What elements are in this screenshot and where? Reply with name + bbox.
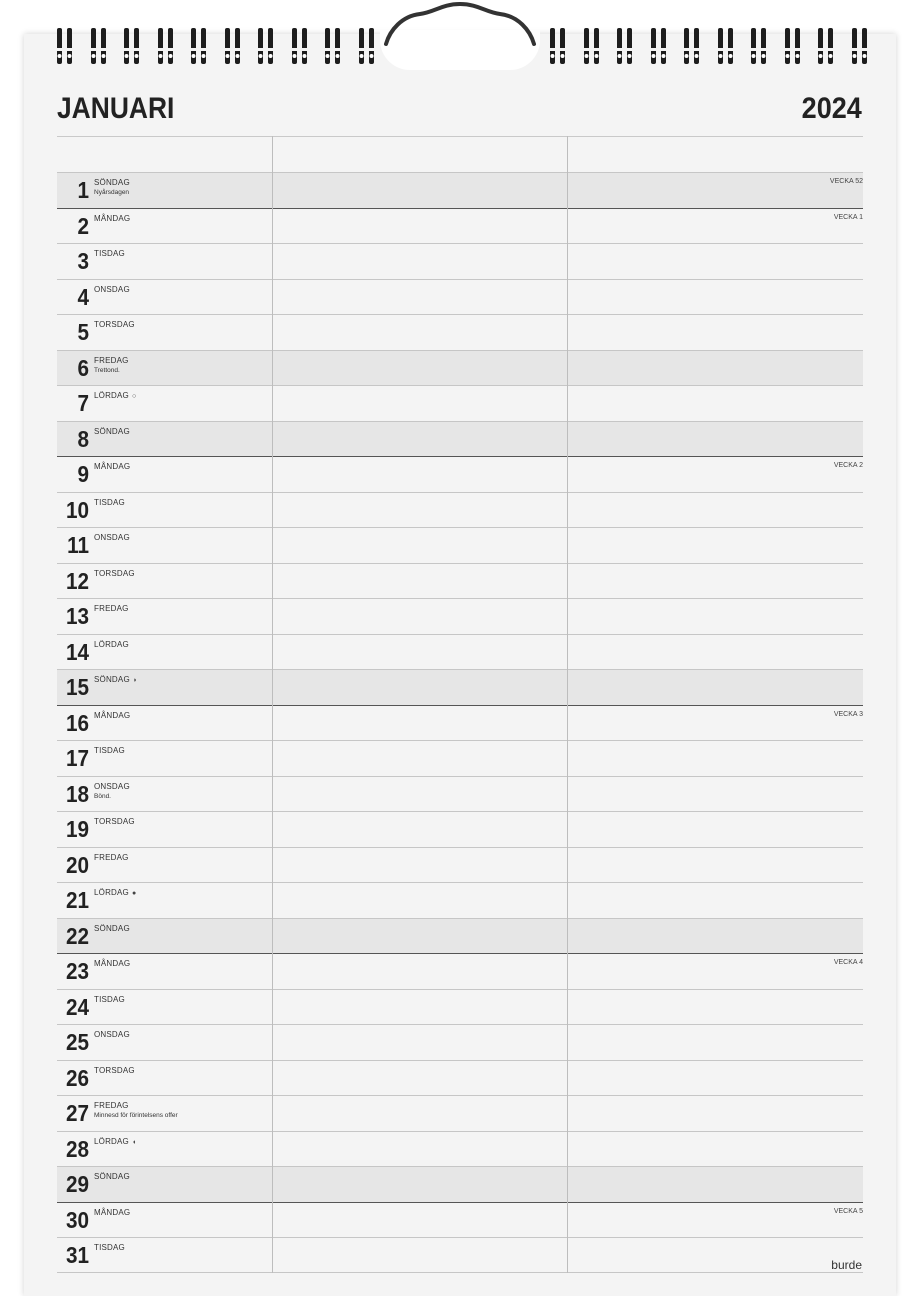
day-number: 6 xyxy=(77,354,89,381)
day-row[interactable] xyxy=(57,776,863,812)
day-name xyxy=(94,959,130,968)
day-name xyxy=(94,1172,130,1181)
day-row[interactable] xyxy=(57,421,863,457)
day-name-label: MÅNDAG xyxy=(94,1207,131,1217)
day-number: 12 xyxy=(65,567,89,594)
day-row[interactable] xyxy=(57,882,863,918)
day-name-label: FREDAG xyxy=(94,355,129,365)
day-name xyxy=(94,640,129,649)
holiday-note: Minnesd för förintelsens offer xyxy=(94,1112,178,1119)
binding-ring-icon xyxy=(711,26,745,70)
day-name-label: ONSDAG xyxy=(94,533,130,542)
day-row[interactable] xyxy=(57,1237,863,1273)
day-row[interactable] xyxy=(57,385,863,421)
day-number: 19 xyxy=(65,816,89,842)
day-row[interactable] xyxy=(57,669,863,705)
day-name-label: ONSDAG xyxy=(94,781,130,791)
week-number-label: VECKA 4 xyxy=(833,959,863,966)
day-name xyxy=(94,569,135,578)
day-row[interactable] xyxy=(57,1131,863,1167)
day-number: 27 xyxy=(65,1100,89,1126)
day-name xyxy=(94,391,136,400)
day-row[interactable] xyxy=(57,350,863,386)
week-number-label: VECKA 52 xyxy=(829,178,863,185)
week-number-label: VECKA 5 xyxy=(833,1207,863,1215)
day-name-label: TISDAG xyxy=(94,994,125,1004)
day-row[interactable] xyxy=(57,456,863,492)
day-number: 24 xyxy=(65,993,89,1020)
day-name xyxy=(94,853,129,862)
day-row[interactable] xyxy=(57,634,863,670)
day-name xyxy=(94,1066,135,1075)
day-name xyxy=(94,711,130,720)
moon-phase-icon: ○ xyxy=(132,393,137,400)
day-row[interactable] xyxy=(57,1095,863,1131)
week-number-label: VECKA 1 xyxy=(833,213,863,221)
binding-ring-icon xyxy=(151,26,185,70)
day-row[interactable] xyxy=(57,847,863,883)
day-number: 22 xyxy=(65,922,89,949)
day-name-label: LÖRDAG xyxy=(94,391,129,400)
day-name-label: LÖRDAG xyxy=(94,639,129,649)
day-name-label: TISDAG xyxy=(94,746,125,755)
day-name-label: FREDAG xyxy=(94,604,129,613)
day-row[interactable] xyxy=(57,1202,863,1238)
binding-ring-icon xyxy=(811,26,845,70)
day-name xyxy=(94,533,130,542)
day-number: 7 xyxy=(77,390,89,416)
day-name xyxy=(94,817,135,826)
day-name xyxy=(94,214,130,223)
day-row[interactable] xyxy=(57,740,863,776)
day-number: 31 xyxy=(65,1242,89,1268)
day-row[interactable] xyxy=(57,314,863,350)
day-number: 25 xyxy=(65,1029,89,1055)
day-name xyxy=(94,356,129,365)
binding-ring-icon xyxy=(117,26,151,70)
day-name xyxy=(94,604,129,613)
day-number: 26 xyxy=(65,1064,89,1091)
binding-ring-icon xyxy=(84,26,118,70)
day-row[interactable] xyxy=(57,918,863,954)
moon-phase-icon: ◗ xyxy=(132,677,138,684)
holiday-note: Bönd. xyxy=(94,792,111,800)
binding-rings-right xyxy=(543,26,878,70)
day-row[interactable] xyxy=(57,705,863,741)
binding-ring-icon xyxy=(352,26,386,70)
day-name-label: TISDAG xyxy=(94,1243,125,1252)
day-name xyxy=(94,1137,136,1146)
day-row[interactable] xyxy=(57,811,863,847)
moon-phase-icon: ● xyxy=(132,890,137,897)
day-row[interactable] xyxy=(57,172,863,208)
week-number-label: VECKA 2 xyxy=(833,462,863,469)
week-number-label: VECKA 3 xyxy=(833,710,863,718)
day-row[interactable] xyxy=(57,598,863,634)
day-number: 28 xyxy=(65,1135,89,1162)
day-name xyxy=(94,498,125,507)
binding-rings-left xyxy=(50,26,385,70)
day-name xyxy=(94,888,136,897)
day-row[interactable] xyxy=(57,1024,863,1060)
day-name xyxy=(94,924,130,933)
day-number: 18 xyxy=(65,780,89,807)
day-number: 20 xyxy=(65,851,89,878)
day-name-label: TORSDAG xyxy=(94,817,135,826)
day-name xyxy=(94,995,125,1004)
day-name xyxy=(94,1030,130,1039)
day-number: 15 xyxy=(65,674,89,700)
year-title: 2024 xyxy=(801,92,862,125)
column-divider xyxy=(567,136,568,1273)
day-name-label: SÖNDAG xyxy=(94,675,130,684)
binding-ring-icon xyxy=(285,26,319,70)
day-number: 3 xyxy=(77,248,89,274)
header-row xyxy=(57,136,863,173)
day-name xyxy=(94,1243,125,1252)
day-name xyxy=(94,178,130,187)
day-row[interactable] xyxy=(57,279,863,315)
binding-ring-icon xyxy=(577,26,611,70)
brand-logo: burde xyxy=(831,1258,862,1272)
calendar-grid xyxy=(57,136,863,1272)
day-name-label: SÖNDAG xyxy=(94,923,130,933)
day-name-label: LÖRDAG xyxy=(94,1136,129,1146)
binding-ring-icon xyxy=(184,26,218,70)
day-number: 4 xyxy=(77,283,89,310)
day-name xyxy=(94,1101,129,1110)
day-name xyxy=(94,320,135,329)
day-name xyxy=(94,675,137,684)
day-number: 14 xyxy=(65,638,89,665)
binding-ring-icon xyxy=(778,26,812,70)
day-row[interactable] xyxy=(57,492,863,528)
day-row[interactable] xyxy=(57,243,863,279)
day-number: 10 xyxy=(65,496,89,523)
day-name-label: SÖNDAG xyxy=(94,426,130,436)
binding-ring-icon xyxy=(610,26,644,70)
day-row[interactable] xyxy=(57,1060,863,1096)
binding-ring-icon xyxy=(318,26,352,70)
binding-ring-icon xyxy=(845,26,879,70)
binding-ring-icon xyxy=(251,26,285,70)
day-number: 30 xyxy=(65,1206,89,1233)
column-divider xyxy=(272,136,273,1273)
day-name-label: MÅNDAG xyxy=(94,959,131,968)
day-name-label: FREDAG xyxy=(94,852,129,862)
month-title: JANUARI xyxy=(57,92,175,125)
day-name xyxy=(94,1208,130,1217)
day-name xyxy=(94,249,125,258)
day-name-label: TORSDAG xyxy=(94,1065,135,1075)
binding-ring-icon xyxy=(644,26,678,70)
day-name xyxy=(94,782,130,791)
binding-ring-icon xyxy=(744,26,778,70)
day-name-label: ONSDAG xyxy=(94,1030,130,1039)
day-name xyxy=(94,285,130,294)
day-name-label: ONSDAG xyxy=(94,284,130,294)
day-name xyxy=(94,427,130,436)
holiday-note: Trettond. xyxy=(94,366,120,374)
binding-ring-icon xyxy=(543,26,577,70)
binding-ring-icon xyxy=(677,26,711,70)
moon-phase-icon: ◖ xyxy=(132,1138,137,1146)
day-number: 9 xyxy=(77,461,89,487)
day-number: 23 xyxy=(65,958,89,984)
day-number: 21 xyxy=(65,887,89,913)
day-name-label: MÅNDAG xyxy=(94,213,131,223)
day-number: 2 xyxy=(77,212,89,239)
day-number: 16 xyxy=(65,709,89,736)
day-row[interactable] xyxy=(57,1166,863,1202)
day-name-label: TISDAG xyxy=(94,497,125,507)
day-number: 17 xyxy=(65,745,89,771)
day-number: 29 xyxy=(65,1171,89,1197)
day-name-label: SÖNDAG xyxy=(94,1172,130,1181)
day-number: 13 xyxy=(65,603,89,629)
day-name xyxy=(94,746,125,755)
day-name-label: SÖNDAG xyxy=(94,178,130,187)
holiday-note: Nyårsdagen xyxy=(94,189,130,196)
day-number: 8 xyxy=(77,425,89,452)
day-name-label: TORSDAG xyxy=(94,568,135,578)
day-name xyxy=(94,462,130,471)
day-row[interactable] xyxy=(57,953,863,989)
day-name-label: MÅNDAG xyxy=(94,462,131,471)
binding-ring-icon xyxy=(50,26,84,70)
day-row[interactable] xyxy=(57,527,863,563)
day-row[interactable] xyxy=(57,563,863,599)
day-row[interactable] xyxy=(57,989,863,1025)
day-name-label: MÅNDAG xyxy=(94,710,131,720)
day-number: 5 xyxy=(77,319,89,345)
day-row[interactable] xyxy=(57,208,863,244)
day-name-label: FREDAG xyxy=(94,1101,129,1110)
day-name-label: TORSDAG xyxy=(94,320,135,329)
day-name-label: TISDAG xyxy=(94,249,125,258)
binding-ring-icon xyxy=(218,26,252,70)
day-name-label: LÖRDAG xyxy=(94,888,129,897)
day-number: 1 xyxy=(77,177,89,203)
day-number: 11 xyxy=(67,532,89,558)
hanger-wire-icon xyxy=(380,0,540,50)
